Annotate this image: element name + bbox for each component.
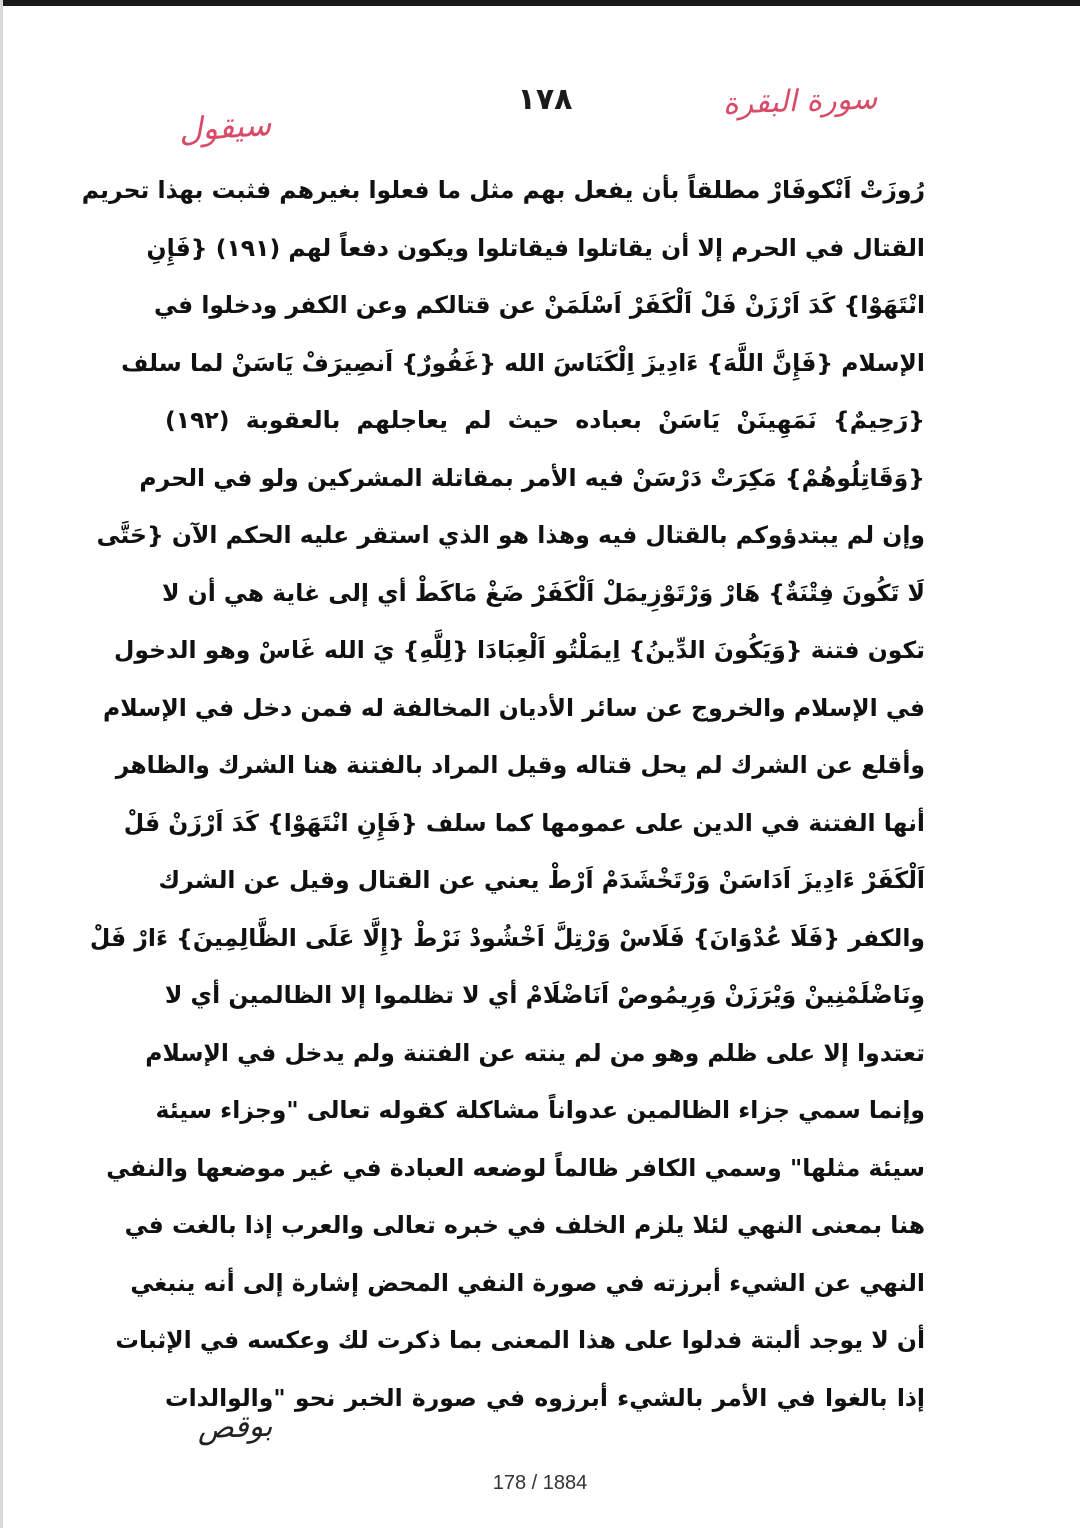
text-line: وإن لم يبتدؤوكم بالقتال فيه وهذا هو الذي استقر عليه الحكم الآن {حَتَّى [96,521,925,549]
text-line: {وَقَاتِلُوهُمْ} مَكِرَتْ دَرْسَنْ فيه الأمر بمقاتلة المشركين ولو في الحرم [139,463,925,492]
page-number: ١٧٨ [517,82,573,117]
pdf-page-counter: 178 / 1884 [492,1472,588,1494]
text-line: إذا بالغوا في الأمر بالشيء أبرزوه في صورة الخبر نحو "والوالدات [165,1383,925,1412]
handwritten-signature: بوقص [196,1408,274,1447]
text-line: أنها الفتنة في الدين على عمومها كما سلف {فَإِنِ انْتَهَوْا} كَدَ اَرْزَنْ فَلْ [123,808,925,837]
text-line: في الإسلام والخروج عن سائر الأديان المخالفة له فمن دخل في الإسلام [103,693,925,722]
text-line: {رَحِيمٌ} نَمَهِينَنْ يَاسَنْ بعباده حيث لم يعاجلهم بالعقوبة (١٩٢) [165,406,925,434]
text-line: والكفر {فَلَا عُدْوَانَ} فَلَاسْ وَرْتِلَّ اَخْشُودْ نَرْطْ {إِلَّا عَلَى الظَّالِمِينَ} ءَارْ فَلْ [89,923,925,952]
text-line: انْتَهَوْا} كَدَ اَرْزَنْ فَلْ اَلْكَفَرْ اَسْلَمَنْ عن قتالكم وعن الكفر ودخلوا في [154,291,925,319]
text-line: تكون فتنة {وَيَكُونَ الدِّينُ} اِيمَلْتُو اَلْعِبَادَا {لِلَّهِ} يَ الله غَاسْ وهو الدخول [114,636,925,664]
text-line: اَلْكَفَرْ ءَادِيزَ اَدَاسَنْ وَرْتَخْشَدَمْ اَرْطْ يعني عن القتال وقيل عن الشرك [158,866,925,894]
text-line: سيئة مثلها" وسمي الكافر ظالماً لوضعه العبادة في غير موضعها والنفي [106,1153,925,1182]
text-line: هنا بمعنى النهي لئلا يلزم الخلف في خبره تعالى والعرب إذا بالغت في [124,1211,925,1239]
text-line: وإنما سمي جزاء الظالمين عدواناً مشاكلة كقوله تعالى "وجزاء سيئة [155,1096,925,1124]
text-line: تعتدوا إلا على ظلم وهو من لم ينته عن الفتنة ولم يدخل في الإسلام [145,1038,925,1067]
handwritten-juz-note: سيقول [177,104,273,150]
text-line: وأقلع عن الشرك لم يحل قتاله وقيل المراد بالفتنة هنا الشرك والظاهر [115,751,925,779]
text-line: وِنَاضْلَمْنِينْ وَيْرَزَنْ وَرِيمُوصْ اَنَاضْلَامْ أي لا تظلموا إلا الظالمين أي لا [164,981,925,1009]
text-line: لَا تَكُونَ فِتْنَةٌ} هَارْ وَرْتَوْزِيمَلْ اَلْكَفَرْ ضَغْ مَاكَطْ أي إلى غاية هي أن لا [161,578,925,607]
text-line: الإسلام {فَإِنَّ اللَّهَ} ءَادِيزَ اِلْكَنَاسَ الله {غَفُورٌ} اَنصِيرَفْ يَاسَنْ لما سلف [121,348,925,377]
text-line: القتال في الحرم إلا أن يقاتلوا فيقاتلوا ويكون دفعاً لهم (١٩١) {فَإِنِ [146,233,925,262]
body-text [81,162,925,1427]
text-line: رُوزَتْ اَنْكوفَارْ مطلقاً بأن يفعل بهم مثل ما فعلوا بغيرهم فثبت بهذا تحريم [81,176,925,204]
handwritten-surah-note: سورة البقرة [722,81,878,122]
text-line: أن لا يوجد ألبتة فدلوا على هذا المعنى بما ذكرت لك وعكسه في الإثبات [115,1326,925,1354]
text-line: النهي عن الشيء أبرزته في صورة النفي المحض إشارة إلى أنه ينبغي [130,1268,925,1297]
